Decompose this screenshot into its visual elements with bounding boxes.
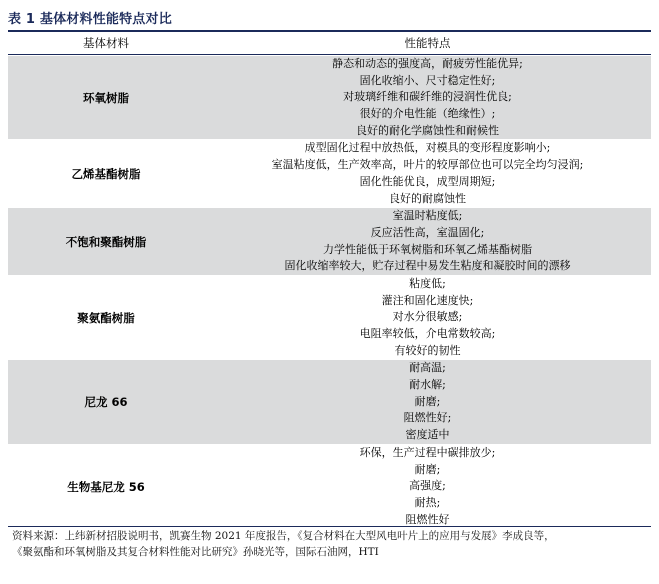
property-line: 环保，生产过程中碳排放少; (359, 445, 496, 459)
property-line: 良好的耐化学腐蚀性和耐候性 (356, 123, 499, 137)
property-line: 有较好的韧性 (394, 343, 461, 357)
table-title: 表 1 基体材料性能特点对比 (8, 12, 172, 27)
property-list (204, 445, 651, 528)
property-line: 固化收缩率较大，贮存过程中易发生粘度和凝胶时间的漂移 (284, 259, 571, 273)
property-list (204, 360, 651, 443)
property-line: 室温时粘度低; (392, 209, 463, 223)
property-line: 室温粘度低，生产效率高，叶片的较厚部位也可以完全均匀浸润; (271, 158, 584, 172)
header-material: 基体材料 (83, 36, 129, 50)
property-line: 耐磨; (414, 394, 441, 408)
property-line: 耐热; (414, 495, 441, 509)
property-line: 力学性能低于环氧树脂和环氧乙烯基酯树脂 (323, 242, 532, 256)
property-line: 灌注和固化速度快; (381, 293, 474, 307)
table-row (8, 208, 651, 276)
material-name: 环氧树脂 (83, 90, 129, 105)
material-name: 生物基尼龙 56 (67, 479, 145, 494)
material-name: 乙烯基酯树脂 (71, 166, 141, 181)
property-line: 粘度低; (409, 276, 446, 290)
property-line: 高强度; (409, 479, 446, 493)
property-list (204, 208, 651, 275)
table-row (8, 140, 651, 208)
property-line: 对玻璃纤维和碳纤维的浸润性优良; (343, 90, 512, 104)
property-line: 良好的耐腐蚀性 (389, 191, 466, 205)
property-list (204, 140, 651, 207)
property-line: 反应活性高，室温固化; (370, 225, 485, 239)
source-line-1: 资料来源：上纬新材招股说明书，凯赛生物 2021 年度报告，《复合材料在大型风电叶片上的应用与发展》李成良等， (12, 530, 555, 542)
property-line: 耐水解; (409, 378, 446, 392)
property-line: 耐高温; (409, 361, 446, 375)
property-line: 密度适中 (405, 428, 450, 442)
material-name: 聚氨酯树脂 (77, 310, 135, 325)
property-list (204, 276, 651, 359)
source-line-2: 《聚氨酯和环氧树脂及其复合材料性能对比研究》孙晓光等，国际石油网，HTI (12, 546, 379, 558)
material-name: 不饱和聚酯树脂 (65, 234, 147, 249)
table-row (8, 56, 651, 140)
table-row (8, 276, 651, 360)
property-line: 固化性能优良，成型周期短; (359, 174, 496, 188)
property-line: 固化收缩小、尺寸稳定性好; (359, 73, 496, 87)
header-rule (8, 54, 651, 55)
property-line: 很好的介电性能（绝缘性）; (359, 107, 496, 121)
property-line: 静态和动态的强度高，耐疲劳性能优异; (332, 57, 523, 70)
source-note (12, 528, 651, 560)
property-line: 电阻率较低，介电常数较高; (359, 327, 496, 340)
property-list (204, 56, 651, 139)
table-row (8, 445, 651, 529)
property-line: 成型固化过程中放热低，对模具的变形程度影响小; (304, 141, 551, 155)
property-line: 对水分很敏感; (392, 310, 463, 324)
header-properties: 性能特点 (404, 36, 451, 50)
property-line: 耐磨; (414, 462, 441, 476)
material-name: 尼龙 66 (84, 395, 128, 410)
table-header (8, 32, 651, 54)
property-line: 阻燃性好; (403, 411, 452, 425)
table-body (8, 56, 651, 529)
bottom-rule (8, 526, 651, 527)
table-row (8, 360, 651, 444)
property-line: 阻燃性好 (405, 512, 450, 526)
